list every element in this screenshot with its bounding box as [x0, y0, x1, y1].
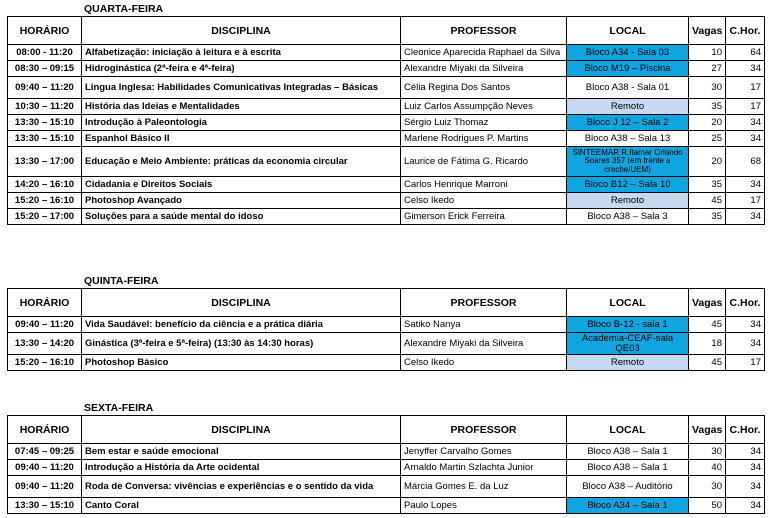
table-row [8, 333, 765, 355]
cell-professor: Paulo Lopes [401, 498, 567, 514]
cell-seats: 30 [689, 77, 726, 99]
cell-time: 09:40 – 11:20 [8, 476, 82, 498]
cell-hours: 34 [726, 444, 765, 460]
table-row [8, 45, 765, 61]
cell-discipline: Vida Saudável: benefício da ciência e a prática diária [82, 317, 401, 333]
cell-seats: 25 [689, 131, 726, 147]
cell-place: Remoto [567, 99, 689, 115]
section-title-sexta: SEXTA-FEIRA [84, 402, 154, 414]
cell-discipline: Photoshop Avançado [82, 193, 401, 209]
cell-hours: 34 [726, 498, 765, 514]
cell-discipline: Alfabetização: iniciação à leitura e à escrita [82, 45, 401, 61]
cell-hours: 34 [726, 177, 765, 193]
table-row [8, 131, 765, 147]
header-professor: PROFESSOR [401, 416, 567, 444]
cell-discipline: Hidroginástica (2ª-feira e 4ª-feira) [82, 61, 401, 77]
cell-hours: 34 [726, 317, 765, 333]
header-discipline: DISCIPLINA [82, 17, 401, 45]
cell-place: Bloco J 12 – Sala 2 [567, 115, 689, 131]
cell-hours: 34 [726, 333, 765, 355]
cell-hours: 17 [726, 99, 765, 115]
cell-seats: 45 [689, 317, 726, 333]
cell-professor: Marlene Rodrigues P. Martins [401, 131, 567, 147]
cell-place: Bloco A34 - Sala 03 [567, 45, 689, 61]
cell-discipline: Ginástica (3ª-feira e 5ª-feira) (13:30 às 14:30 horas) [82, 333, 401, 355]
header-time: HORÁRIO [8, 289, 82, 317]
header-place: LOCAL [567, 17, 689, 45]
header-seats: Vagas [689, 289, 726, 317]
cell-discipline: Língua Inglesa: Habilidades Comunicativas Integradas – Básicas [82, 77, 401, 99]
table-row [8, 476, 765, 498]
cell-time: 14:20 – 16:10 [8, 177, 82, 193]
cell-seats: 10 [689, 45, 726, 61]
schedule-table-quarta [7, 16, 765, 225]
cell-time: 09:40 – 11:20 [8, 77, 82, 99]
table-row [8, 77, 765, 99]
cell-discipline: Roda de Conversa: vivências e experiências e o sentido da vida [82, 476, 401, 498]
header-discipline: DISCIPLINA [82, 289, 401, 317]
schedule-table-sexta [7, 415, 765, 514]
cell-hours: 17 [726, 77, 765, 99]
cell-seats: 30 [689, 476, 726, 498]
header-seats: Vagas [689, 416, 726, 444]
cell-discipline: Photoshop Básico [82, 355, 401, 371]
section-title-quinta: QUINTA-FEIRA [84, 275, 159, 287]
cell-professor: Alexandre Miyaki da Silveira [401, 333, 567, 355]
cell-place: Academia-CEAF-sala QE03 [567, 333, 689, 355]
cell-discipline: Bem estar e saúde emocional [82, 444, 401, 460]
cell-professor: Sérgio Luiz Thomaz [401, 115, 567, 131]
header-time: HORÁRIO [8, 416, 82, 444]
table-row [8, 193, 765, 209]
cell-seats: 35 [689, 209, 726, 225]
cell-time: 13:30 – 17:00 [8, 147, 82, 177]
cell-professor: Laurice de Fátima G. Ricardo [401, 147, 567, 177]
cell-place: Bloco A38 – Auditório [567, 476, 689, 498]
cell-place: Bloco B-12 - sala 1 [567, 317, 689, 333]
cell-place: Bloco A38 – Sala 3 [567, 209, 689, 225]
cell-place: SINTEEMAR R.Itamar Orlando Soares 357 (em frente a creche/UEM) [567, 147, 689, 177]
cell-place: Bloco A38 - Sala 01 [567, 77, 689, 99]
header-time: HORÁRIO [8, 17, 82, 45]
header-seats: Vagas [689, 17, 726, 45]
cell-discipline: Espanhol Básico II [82, 131, 401, 147]
cell-place: Remoto [567, 355, 689, 371]
cell-professor: Alexandre Miyaki da Silveira [401, 61, 567, 77]
cell-hours: 64 [726, 45, 765, 61]
cell-place: Bloco A38 – Sala 1 [567, 460, 689, 476]
cell-time: 08:00 - 11:20 [8, 45, 82, 61]
cell-professor: Célia Regina Dos Santos [401, 77, 567, 99]
cell-hours: 34 [726, 61, 765, 77]
cell-seats: 45 [689, 355, 726, 371]
header-professor: PROFESSOR [401, 17, 567, 45]
cell-time: 08:30 – 09:15 [8, 61, 82, 77]
table-row [8, 444, 765, 460]
cell-professor: Celso Ikedo [401, 355, 567, 371]
cell-hours: 68 [726, 147, 765, 177]
cell-seats: 20 [689, 147, 726, 177]
cell-hours: 34 [726, 460, 765, 476]
table-row [8, 355, 765, 371]
table-row [8, 498, 765, 514]
cell-time: 13:30 – 15:10 [8, 115, 82, 131]
header-place: LOCAL [567, 416, 689, 444]
cell-seats: 27 [689, 61, 726, 77]
cell-hours: 34 [726, 209, 765, 225]
cell-seats: 18 [689, 333, 726, 355]
cell-place: Remoto [567, 193, 689, 209]
cell-professor: Satiko Nanya [401, 317, 567, 333]
cell-professor: Jenyffer Carvalho Gomes [401, 444, 567, 460]
cell-time: 13:30 – 15:10 [8, 131, 82, 147]
header-discipline: DISCIPLINA [82, 416, 401, 444]
cell-professor: Cleonice Aparecida Raphael da Silva [401, 45, 567, 61]
table-row [8, 147, 765, 177]
table-row [8, 61, 765, 77]
cell-professor: Gimerson Erick Ferreira [401, 209, 567, 225]
cell-time: 15:20 – 16:10 [8, 193, 82, 209]
header-hours: C.Hor. [726, 416, 765, 444]
table-row [8, 99, 765, 115]
table-row [8, 177, 765, 193]
cell-seats: 35 [689, 99, 726, 115]
cell-discipline: Educação e Meio Ambiente: práticas da economia circular [82, 147, 401, 177]
cell-time: 07:45 – 09:25 [8, 444, 82, 460]
cell-discipline: Introdução à Paleontologia [82, 115, 401, 131]
header-hours: C.Hor. [726, 289, 765, 317]
cell-time: 09:40 – 11:20 [8, 317, 82, 333]
cell-seats: 50 [689, 498, 726, 514]
cell-place: Bloco A38 – Sala 13 [567, 131, 689, 147]
table-row [8, 317, 765, 333]
cell-discipline: Introdução a História da Arte ocidental [82, 460, 401, 476]
cell-professor: Márcia Gomes E. da Luz [401, 476, 567, 498]
cell-discipline: Canto Coral [82, 498, 401, 514]
cell-time: 15:20 – 16:10 [8, 355, 82, 371]
table-row [8, 209, 765, 225]
cell-seats: 45 [689, 193, 726, 209]
cell-professor: Luiz Carlos Assumpção Neves [401, 99, 567, 115]
cell-professor: Arnaldo Martin Szlachta Junior [401, 460, 567, 476]
cell-seats: 30 [689, 444, 726, 460]
cell-professor: Celso Ikedo [401, 193, 567, 209]
section-title-quarta: QUARTA-FEIRA [84, 3, 164, 15]
schedule-table-quinta [7, 288, 765, 371]
cell-hours: 34 [726, 115, 765, 131]
cell-discipline: História das Ideias e Mentalidades [82, 99, 401, 115]
cell-discipline: Soluções para a saúde mental do idoso [82, 209, 401, 225]
cell-time: 15:20 – 17:00 [8, 209, 82, 225]
table-row [8, 115, 765, 131]
cell-place: Bloco A38 – Sala 1 [567, 444, 689, 460]
cell-hours: 17 [726, 193, 765, 209]
cell-seats: 40 [689, 460, 726, 476]
cell-seats: 35 [689, 177, 726, 193]
cell-time: 10:30 – 11:20 [8, 99, 82, 115]
cell-professor: Carlos Henrique Marroni [401, 177, 567, 193]
cell-hours: 34 [726, 476, 765, 498]
header-place: LOCAL [567, 289, 689, 317]
header-professor: PROFESSOR [401, 289, 567, 317]
cell-place: Bloco A34 – Sala 1 [567, 498, 689, 514]
cell-discipline: Cidadania e Direitos Sociais [82, 177, 401, 193]
header-hours: C.Hor. [726, 17, 765, 45]
cell-place: Bloco M19 – Piscina [567, 61, 689, 77]
cell-seats: 20 [689, 115, 726, 131]
cell-hours: 17 [726, 355, 765, 371]
cell-hours: 34 [726, 131, 765, 147]
cell-time: 13:30 – 14:20 [8, 333, 82, 355]
cell-time: 13:30 – 15:10 [8, 498, 82, 514]
table-row [8, 460, 765, 476]
cell-place: Bloco B12 – Sala 10 [567, 177, 689, 193]
cell-time: 09:40 – 11:20 [8, 460, 82, 476]
